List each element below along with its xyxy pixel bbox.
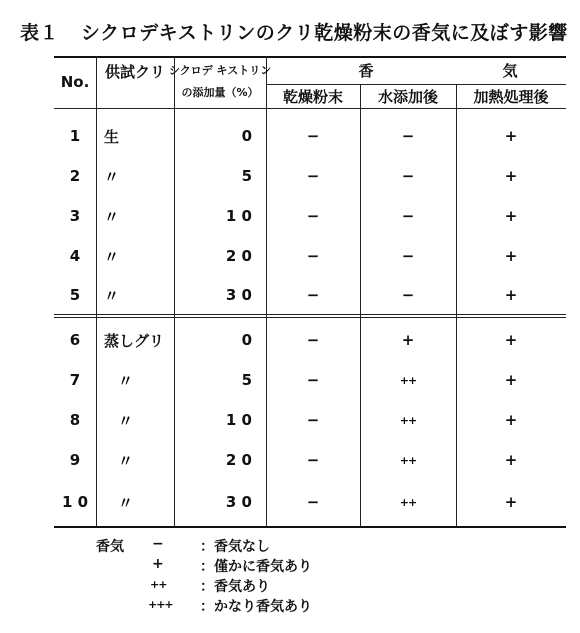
row-dry: − — [306, 331, 320, 349]
row-water: ++ — [399, 453, 417, 467]
header-aroma-right: 気 — [502, 61, 518, 80]
row-water: ++ — [399, 373, 417, 387]
row-water: − — [401, 247, 415, 265]
header-no: No. — [60, 73, 90, 91]
row-heat: + — [504, 451, 518, 469]
legend-text: ：僅かに香気あり — [200, 559, 312, 575]
row-sample: 生 — [104, 127, 120, 146]
row-sample: 〃 — [118, 451, 134, 470]
row-heat: + — [504, 286, 518, 304]
row-dry: − — [306, 167, 320, 185]
row-amount: 2 0 — [225, 247, 252, 265]
row-sample: 蒸しグリ — [104, 331, 165, 350]
row-water: ++ — [399, 495, 417, 509]
row-dry: − — [306, 371, 320, 389]
row-heat: + — [504, 331, 518, 349]
row-no: 6 — [69, 331, 81, 349]
row-no: 2 — [69, 167, 81, 185]
row-water: + — [401, 331, 415, 349]
row-amount: 1 0 — [225, 411, 252, 429]
header-aroma-left: 香 — [358, 61, 374, 80]
row-no: 9 — [69, 451, 81, 469]
legend-symbol: ++ — [150, 578, 167, 591]
row-heat: + — [504, 167, 518, 185]
legend-text: ：香気あり — [200, 579, 270, 595]
row-dry: − — [306, 247, 320, 265]
row-no: 5 — [69, 286, 81, 304]
header-dry-powder: 乾燥粉末 — [282, 87, 343, 106]
row-water: − — [401, 286, 415, 304]
row-amount: 0 — [241, 127, 252, 145]
row-amount: 5 — [241, 167, 252, 185]
table-number: 表１ — [20, 22, 60, 44]
row-amount: 3 0 — [225, 286, 252, 304]
row-no: 8 — [69, 411, 81, 429]
row-sample: 〃 — [118, 371, 134, 390]
legend-symbol: − — [152, 536, 164, 552]
row-water: − — [401, 207, 415, 225]
row-sample: 〃 — [104, 247, 120, 266]
row-dry: − — [306, 127, 320, 145]
legend-text: ：かなり香気あり — [200, 599, 312, 615]
legend-symbol: +++ — [148, 598, 173, 611]
group-separator-rule — [54, 314, 566, 318]
header-cd-line1: シクロデ キストリン — [168, 64, 272, 77]
row-dry: − — [306, 493, 320, 511]
row-heat: + — [504, 247, 518, 265]
row-amount: 0 — [241, 331, 252, 349]
legend-symbol: + — [152, 556, 164, 572]
header-sample: 供試クリ — [104, 62, 165, 81]
table-caption — [20, 18, 568, 45]
row-no: 3 — [69, 207, 81, 225]
table-bottom-rule — [54, 526, 566, 528]
header-after-heat: 加熱処理後 — [473, 87, 549, 106]
row-no: 1 0 — [61, 493, 89, 511]
row-dry: − — [306, 286, 320, 304]
row-amount: 1 0 — [225, 207, 252, 225]
row-sample: 〃 — [104, 167, 120, 186]
row-water: − — [401, 167, 415, 185]
row-no: 1 — [69, 127, 81, 145]
row-heat: + — [504, 371, 518, 389]
row-amount: 3 0 — [225, 493, 252, 511]
row-heat: + — [504, 127, 518, 145]
legend-text: ：香気なし — [200, 539, 270, 555]
row-sample: 〃 — [104, 207, 120, 226]
header-bottom-rule — [54, 108, 566, 109]
row-heat: + — [504, 207, 518, 225]
row-sample: 〃 — [118, 411, 134, 430]
row-dry: − — [306, 411, 320, 429]
row-amount: 2 0 — [225, 451, 252, 469]
header-after-water: 水添加後 — [377, 87, 438, 106]
row-water: ++ — [399, 413, 417, 427]
row-dry: − — [306, 451, 320, 469]
row-sample: 〃 — [118, 493, 134, 512]
row-heat: + — [504, 493, 518, 511]
row-no: 4 — [69, 247, 81, 265]
row-dry: − — [306, 207, 320, 225]
row-no: 7 — [69, 371, 81, 389]
row-heat: + — [504, 411, 518, 429]
header-cd-line2: の添加量（%） — [181, 86, 259, 99]
row-sample: 〃 — [104, 286, 120, 305]
row-amount: 5 — [241, 371, 252, 389]
row-water: − — [401, 127, 415, 145]
table-title: シクロデキストリンのクリ乾燥粉末の香気に及ぼす影響 — [81, 22, 568, 44]
legend-label: 香気 — [96, 539, 124, 555]
